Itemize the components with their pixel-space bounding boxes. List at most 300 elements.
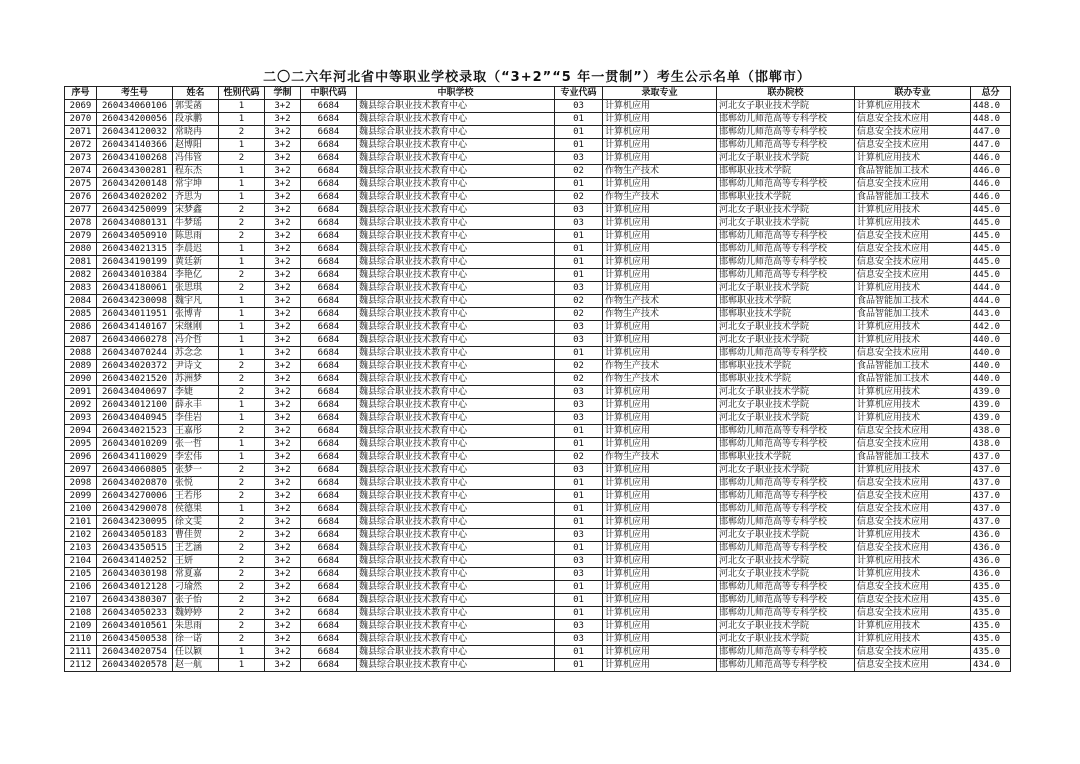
table-row xyxy=(65,204,1011,217)
col-total-score-cell: 445.0 xyxy=(971,269,1011,282)
col-major-code-cell: 01 xyxy=(555,113,603,126)
col-total-score-cell: 435.0 xyxy=(971,620,1011,633)
col-gender-code-cell: 1 xyxy=(219,399,265,412)
col-name-cell: 王若彤 xyxy=(173,490,219,503)
col-partner-major-cell: 信息安全技术应用 xyxy=(855,347,971,360)
col-major-cell: 计算机应用 xyxy=(603,334,717,347)
col-gender-code-cell: 2 xyxy=(219,373,265,386)
col-name-cell: 宋继刚 xyxy=(173,321,219,334)
col-partner-college-cell: 邯郸幼儿师范高等专科学校 xyxy=(717,659,855,672)
col-major-code-cell: 03 xyxy=(555,321,603,334)
col-major-code-cell: 02 xyxy=(555,373,603,386)
table-row xyxy=(65,412,1011,425)
col-exam-id-cell: 260434200056 xyxy=(97,113,173,126)
col-program-length-cell: 3+2 xyxy=(265,399,301,412)
col-partner-college-cell: 邯郸幼儿师范高等专科学校 xyxy=(717,178,855,191)
col-index-cell: 2071 xyxy=(65,126,97,139)
col-exam-id-cell: 260434230098 xyxy=(97,295,173,308)
col-program-length-cell: 3+2 xyxy=(265,542,301,555)
col-name-cell: 李晨迟 xyxy=(173,243,219,256)
col-exam-id-cell: 260434500538 xyxy=(97,633,173,646)
col-partner-major-cell: 计算机应用技术 xyxy=(855,217,971,230)
col-school-code-cell: 6684 xyxy=(301,243,357,256)
col-total-score-cell: 440.0 xyxy=(971,373,1011,386)
col-name-cell: 侯德果 xyxy=(173,503,219,516)
col-school-cell: 魏县综合职业技术教育中心 xyxy=(357,204,555,217)
col-major-cell: 作物生产技术 xyxy=(603,191,717,204)
col-major-code-cell: 02 xyxy=(555,308,603,321)
col-major-cell: 作物生产技术 xyxy=(603,451,717,464)
table-row xyxy=(65,113,1011,126)
col-school-cell: 魏县综合职业技术教育中心 xyxy=(357,620,555,633)
col-school-code-cell: 6684 xyxy=(301,139,357,152)
col-school-cell: 魏县综合职业技术教育中心 xyxy=(357,464,555,477)
col-total-score-cell: 437.0 xyxy=(971,477,1011,490)
col-name-cell: 张博青 xyxy=(173,308,219,321)
col-exam-id-header: 考生号 xyxy=(97,87,173,100)
col-major-cell: 计算机应用 xyxy=(603,646,717,659)
col-major-cell: 计算机应用 xyxy=(603,126,717,139)
col-school-cell: 魏县综合职业技术教育中心 xyxy=(357,139,555,152)
col-total-score-cell: 437.0 xyxy=(971,490,1011,503)
col-exam-id-cell: 260434010384 xyxy=(97,269,173,282)
col-index-cell: 2072 xyxy=(65,139,97,152)
col-index-cell: 2080 xyxy=(65,243,97,256)
col-name-cell: 魏婷婷 xyxy=(173,607,219,620)
col-partner-major-cell: 食品智能加工技术 xyxy=(855,451,971,464)
col-partner-college-cell: 河北女子职业技术学院 xyxy=(717,321,855,334)
col-index-cell: 2081 xyxy=(65,256,97,269)
table-row xyxy=(65,100,1011,113)
col-major-code-cell: 01 xyxy=(555,659,603,672)
col-partner-college-cell: 邯郸幼儿师范高等专科学校 xyxy=(717,126,855,139)
col-program-length-cell: 3+2 xyxy=(265,620,301,633)
col-exam-id-cell: 260434190199 xyxy=(97,256,173,269)
col-partner-college-cell: 邯郸幼儿师范高等专科学校 xyxy=(717,113,855,126)
col-name-cell: 张梦一 xyxy=(173,464,219,477)
col-gender-code-cell: 1 xyxy=(219,438,265,451)
col-program-length-cell: 3+2 xyxy=(265,477,301,490)
col-name-cell: 程东杰 xyxy=(173,165,219,178)
col-exam-id-cell: 260434120032 xyxy=(97,126,173,139)
col-program-length-cell: 3+2 xyxy=(265,568,301,581)
col-index-cell: 2076 xyxy=(65,191,97,204)
table-row xyxy=(65,542,1011,555)
col-partner-college-cell: 河北女子职业技术学院 xyxy=(717,204,855,217)
col-total-score-cell: 435.0 xyxy=(971,581,1011,594)
col-major-cell: 计算机应用 xyxy=(603,438,717,451)
col-name-cell: 张一哲 xyxy=(173,438,219,451)
col-name-cell: 段承鹏 xyxy=(173,113,219,126)
col-school-cell: 魏县综合职业技术教育中心 xyxy=(357,178,555,191)
col-partner-college-cell: 邯郸幼儿师范高等专科学校 xyxy=(717,516,855,529)
col-name-cell: 苏念念 xyxy=(173,347,219,360)
col-gender-code-header: 性别代码 xyxy=(219,87,265,100)
col-school-code-cell: 6684 xyxy=(301,282,357,295)
col-partner-college-header: 联办院校 xyxy=(717,87,855,100)
col-school-code-cell: 6684 xyxy=(301,477,357,490)
col-major-code-cell: 01 xyxy=(555,490,603,503)
col-name-cell: 冯介哲 xyxy=(173,334,219,347)
col-major-code-cell: 01 xyxy=(555,594,603,607)
col-partner-college-cell: 邯郸幼儿师范高等专科学校 xyxy=(717,477,855,490)
col-name-cell: 徐文雯 xyxy=(173,516,219,529)
col-total-score-cell: 445.0 xyxy=(971,230,1011,243)
col-major-code-cell: 01 xyxy=(555,256,603,269)
col-partner-college-cell: 邯郸幼儿师范高等专科学校 xyxy=(717,581,855,594)
table-row xyxy=(65,386,1011,399)
col-major-code-cell: 01 xyxy=(555,269,603,282)
col-partner-college-cell: 河北女子职业技术学院 xyxy=(717,334,855,347)
col-index-cell: 2110 xyxy=(65,633,97,646)
col-total-score-cell: 446.0 xyxy=(971,178,1011,191)
col-program-length-cell: 3+2 xyxy=(265,425,301,438)
col-exam-id-cell: 260434200148 xyxy=(97,178,173,191)
col-major-cell: 计算机应用 xyxy=(603,581,717,594)
col-gender-code-cell: 2 xyxy=(219,490,265,503)
col-gender-code-cell: 1 xyxy=(219,256,265,269)
col-program-length-cell: 3+2 xyxy=(265,464,301,477)
col-gender-code-cell: 1 xyxy=(219,178,265,191)
col-major-code-cell: 01 xyxy=(555,516,603,529)
col-partner-college-cell: 河北女子职业技术学院 xyxy=(717,529,855,542)
col-exam-id-cell: 260434020202 xyxy=(97,191,173,204)
col-name-cell: 尹诗文 xyxy=(173,360,219,373)
col-school-cell: 魏县综合职业技术教育中心 xyxy=(357,347,555,360)
col-partner-major-cell: 信息安全技术应用 xyxy=(855,230,971,243)
col-school-cell: 魏县综合职业技术教育中心 xyxy=(357,646,555,659)
col-partner-major-cell: 食品智能加工技术 xyxy=(855,165,971,178)
col-name-cell: 张悦 xyxy=(173,477,219,490)
col-exam-id-cell: 260434110029 xyxy=(97,451,173,464)
col-partner-college-cell: 河北女子职业技术学院 xyxy=(717,412,855,425)
col-major-cell: 作物生产技术 xyxy=(603,308,717,321)
table-row xyxy=(65,490,1011,503)
col-partner-major-cell: 信息安全技术应用 xyxy=(855,516,971,529)
col-school-code-cell: 6684 xyxy=(301,230,357,243)
col-program-length-cell: 3+2 xyxy=(265,438,301,451)
col-major-code-cell: 01 xyxy=(555,347,603,360)
col-index-cell: 2103 xyxy=(65,542,97,555)
col-gender-code-cell: 2 xyxy=(219,555,265,568)
col-school-code-header: 中职代码 xyxy=(301,87,357,100)
col-partner-college-cell: 邯郸职业技术学院 xyxy=(717,191,855,204)
col-total-score-cell: 445.0 xyxy=(971,243,1011,256)
col-index-cell: 2079 xyxy=(65,230,97,243)
col-partner-college-cell: 邯郸幼儿师范高等专科学校 xyxy=(717,230,855,243)
col-school-code-cell: 6684 xyxy=(301,529,357,542)
col-major-cell: 计算机应用 xyxy=(603,529,717,542)
col-gender-code-cell: 1 xyxy=(219,659,265,672)
col-name-cell: 魏宇凡 xyxy=(173,295,219,308)
col-index-cell: 2106 xyxy=(65,581,97,594)
col-name-cell: 黄廷新 xyxy=(173,256,219,269)
col-name-cell: 李婕 xyxy=(173,386,219,399)
col-exam-id-cell: 260434080131 xyxy=(97,217,173,230)
col-major-cell: 计算机应用 xyxy=(603,243,717,256)
col-partner-major-cell: 信息安全技术应用 xyxy=(855,477,971,490)
col-school-cell: 魏县综合职业技术教育中心 xyxy=(357,503,555,516)
col-gender-code-cell: 1 xyxy=(219,100,265,113)
col-gender-code-cell: 1 xyxy=(219,308,265,321)
col-gender-code-cell: 1 xyxy=(219,243,265,256)
table-row xyxy=(65,516,1011,529)
col-index-cell: 2108 xyxy=(65,607,97,620)
col-exam-id-cell: 260434250099 xyxy=(97,204,173,217)
col-partner-college-cell: 邯郸幼儿师范高等专科学校 xyxy=(717,607,855,620)
col-exam-id-cell: 260434290078 xyxy=(97,503,173,516)
col-school-cell: 魏县综合职业技术教育中心 xyxy=(357,555,555,568)
col-index-cell: 2104 xyxy=(65,555,97,568)
col-program-length-cell: 3+2 xyxy=(265,126,301,139)
col-gender-code-cell: 2 xyxy=(219,542,265,555)
col-name-cell: 张子怡 xyxy=(173,594,219,607)
table-row xyxy=(65,503,1011,516)
col-major-cell: 计算机应用 xyxy=(603,594,717,607)
col-partner-major-cell: 计算机应用技术 xyxy=(855,633,971,646)
col-major-cell: 计算机应用 xyxy=(603,347,717,360)
col-partner-college-cell: 邯郸职业技术学院 xyxy=(717,373,855,386)
col-gender-code-cell: 1 xyxy=(219,321,265,334)
col-total-score-cell: 442.0 xyxy=(971,321,1011,334)
col-name-cell: 齐思为 xyxy=(173,191,219,204)
col-major-code-cell: 01 xyxy=(555,477,603,490)
col-partner-college-cell: 邯郸幼儿师范高等专科学校 xyxy=(717,490,855,503)
col-index-cell: 2109 xyxy=(65,620,97,633)
col-major-code-cell: 01 xyxy=(555,126,603,139)
col-school-cell: 魏县综合职业技术教育中心 xyxy=(357,152,555,165)
table-row xyxy=(65,243,1011,256)
table-row xyxy=(65,451,1011,464)
table-row xyxy=(65,464,1011,477)
col-total-score-cell: 439.0 xyxy=(971,412,1011,425)
col-partner-major-cell: 计算机应用技术 xyxy=(855,204,971,217)
col-exam-id-cell: 260434060278 xyxy=(97,334,173,347)
col-school-cell: 魏县综合职业技术教育中心 xyxy=(357,425,555,438)
col-partner-college-cell: 河北女子职业技术学院 xyxy=(717,217,855,230)
col-school-cell: 魏县综合职业技术教育中心 xyxy=(357,529,555,542)
col-school-code-cell: 6684 xyxy=(301,360,357,373)
col-index-cell: 2105 xyxy=(65,568,97,581)
col-index-cell: 2083 xyxy=(65,282,97,295)
col-school-cell: 魏县综合职业技术教育中心 xyxy=(357,243,555,256)
table-row xyxy=(65,633,1011,646)
col-major-code-cell: 02 xyxy=(555,165,603,178)
col-program-length-cell: 3+2 xyxy=(265,334,301,347)
col-school-cell: 魏县综合职业技术教育中心 xyxy=(357,659,555,672)
col-major-code-cell: 02 xyxy=(555,191,603,204)
col-partner-major-cell: 食品智能加工技术 xyxy=(855,295,971,308)
col-total-score-cell: 439.0 xyxy=(971,399,1011,412)
col-program-length-cell: 3+2 xyxy=(265,659,301,672)
col-total-score-cell: 436.0 xyxy=(971,568,1011,581)
col-school-code-cell: 6684 xyxy=(301,204,357,217)
col-index-cell: 2097 xyxy=(65,464,97,477)
col-program-length-cell: 3+2 xyxy=(265,165,301,178)
col-partner-college-cell: 邯郸幼儿师范高等专科学校 xyxy=(717,256,855,269)
table-row xyxy=(65,191,1011,204)
table-row xyxy=(65,646,1011,659)
col-gender-code-cell: 2 xyxy=(219,217,265,230)
col-school-code-cell: 6684 xyxy=(301,542,357,555)
col-exam-id-cell: 260434140167 xyxy=(97,321,173,334)
col-index-cell: 2074 xyxy=(65,165,97,178)
table-row xyxy=(65,555,1011,568)
col-index-cell: 2094 xyxy=(65,425,97,438)
col-total-score-cell: 438.0 xyxy=(971,438,1011,451)
col-exam-id-cell: 260434140252 xyxy=(97,555,173,568)
col-school-code-cell: 6684 xyxy=(301,295,357,308)
col-school-code-cell: 6684 xyxy=(301,386,357,399)
col-total-score-cell: 447.0 xyxy=(971,139,1011,152)
col-gender-code-cell: 1 xyxy=(219,191,265,204)
col-index-cell: 2100 xyxy=(65,503,97,516)
col-partner-major-cell: 信息安全技术应用 xyxy=(855,243,971,256)
col-major-cell: 计算机应用 xyxy=(603,100,717,113)
col-partner-major-cell: 信息安全技术应用 xyxy=(855,594,971,607)
col-gender-code-cell: 2 xyxy=(219,607,265,620)
col-gender-code-cell: 2 xyxy=(219,620,265,633)
col-exam-id-cell: 260434030198 xyxy=(97,568,173,581)
col-name-cell: 刁瑜然 xyxy=(173,581,219,594)
col-school-code-cell: 6684 xyxy=(301,425,357,438)
col-total-score-cell: 445.0 xyxy=(971,256,1011,269)
col-major-code-cell: 01 xyxy=(555,607,603,620)
col-major-header: 录取专业 xyxy=(603,87,717,100)
col-school-cell: 魏县综合职业技术教育中心 xyxy=(357,269,555,282)
col-school-code-cell: 6684 xyxy=(301,217,357,230)
col-partner-major-cell: 信息安全技术应用 xyxy=(855,542,971,555)
col-major-cell: 计算机应用 xyxy=(603,139,717,152)
col-partner-major-cell: 计算机应用技术 xyxy=(855,529,971,542)
col-school-cell: 魏县综合职业技术教育中心 xyxy=(357,607,555,620)
col-major-code-cell: 03 xyxy=(555,386,603,399)
col-gender-code-cell: 1 xyxy=(219,646,265,659)
col-gender-code-cell: 1 xyxy=(219,139,265,152)
col-gender-code-cell: 2 xyxy=(219,230,265,243)
col-major-cell: 计算机应用 xyxy=(603,659,717,672)
col-total-score-cell: 437.0 xyxy=(971,451,1011,464)
col-total-score-cell: 446.0 xyxy=(971,165,1011,178)
col-gender-code-cell: 2 xyxy=(219,529,265,542)
col-name-cell: 陈思雨 xyxy=(173,230,219,243)
col-exam-id-cell: 260434040697 xyxy=(97,386,173,399)
col-school-code-cell: 6684 xyxy=(301,152,357,165)
col-partner-college-cell: 邯郸职业技术学院 xyxy=(717,308,855,321)
col-total-score-cell: 444.0 xyxy=(971,282,1011,295)
col-program-length-cell: 3+2 xyxy=(265,555,301,568)
col-partner-college-cell: 邯郸职业技术学院 xyxy=(717,451,855,464)
col-school-code-cell: 6684 xyxy=(301,126,357,139)
col-partner-college-cell: 河北女子职业技术学院 xyxy=(717,620,855,633)
col-exam-id-cell: 260434060106 xyxy=(97,100,173,113)
col-total-score-cell: 437.0 xyxy=(971,503,1011,516)
col-partner-major-cell: 信息安全技术应用 xyxy=(855,659,971,672)
col-major-cell: 计算机应用 xyxy=(603,633,717,646)
col-gender-code-cell: 1 xyxy=(219,451,265,464)
col-gender-code-cell: 2 xyxy=(219,204,265,217)
col-major-cell: 计算机应用 xyxy=(603,425,717,438)
col-school-cell: 魏县综合职业技术教育中心 xyxy=(357,451,555,464)
col-school-cell: 魏县综合职业技术教育中心 xyxy=(357,165,555,178)
col-partner-college-cell: 河北女子职业技术学院 xyxy=(717,568,855,581)
col-gender-code-cell: 2 xyxy=(219,516,265,529)
col-major-cell: 计算机应用 xyxy=(603,620,717,633)
col-name-cell: 任以颖 xyxy=(173,646,219,659)
col-school-code-cell: 6684 xyxy=(301,516,357,529)
col-partner-major-cell: 食品智能加工技术 xyxy=(855,308,971,321)
col-total-score-header: 总分 xyxy=(971,87,1011,100)
col-program-length-cell: 3+2 xyxy=(265,321,301,334)
col-total-score-cell: 438.0 xyxy=(971,425,1011,438)
col-index-cell: 2111 xyxy=(65,646,97,659)
col-exam-id-cell: 260434010561 xyxy=(97,620,173,633)
col-index-cell: 2069 xyxy=(65,100,97,113)
col-partner-major-cell: 计算机应用技术 xyxy=(855,568,971,581)
col-program-length-cell: 3+2 xyxy=(265,100,301,113)
col-gender-code-cell: 2 xyxy=(219,568,265,581)
col-gender-code-cell: 2 xyxy=(219,360,265,373)
col-program-length-cell: 3+2 xyxy=(265,152,301,165)
col-major-code-cell: 03 xyxy=(555,152,603,165)
col-index-cell: 2088 xyxy=(65,347,97,360)
col-major-code-cell: 02 xyxy=(555,295,603,308)
col-partner-major-cell: 信息安全技术应用 xyxy=(855,490,971,503)
col-program-length-cell: 3+2 xyxy=(265,633,301,646)
col-school-code-cell: 6684 xyxy=(301,581,357,594)
col-school-code-cell: 6684 xyxy=(301,269,357,282)
col-program-length-cell: 3+2 xyxy=(265,412,301,425)
col-major-code-cell: 01 xyxy=(555,243,603,256)
col-total-score-cell: 436.0 xyxy=(971,555,1011,568)
col-partner-college-cell: 河北女子职业技术学院 xyxy=(717,464,855,477)
col-index-cell: 2073 xyxy=(65,152,97,165)
col-partner-major-cell: 计算机应用技术 xyxy=(855,386,971,399)
col-name-cell: 李艳亿 xyxy=(173,269,219,282)
col-major-cell: 作物生产技术 xyxy=(603,360,717,373)
table-row xyxy=(65,438,1011,451)
col-major-code-cell: 01 xyxy=(555,438,603,451)
col-school-cell: 魏县综合职业技术教育中心 xyxy=(357,126,555,139)
col-school-code-cell: 6684 xyxy=(301,620,357,633)
col-partner-major-cell: 计算机应用技术 xyxy=(855,620,971,633)
col-program-length-cell: 3+2 xyxy=(265,503,301,516)
col-partner-college-cell: 河北女子职业技术学院 xyxy=(717,399,855,412)
col-school-code-cell: 6684 xyxy=(301,347,357,360)
col-exam-id-cell: 260434020578 xyxy=(97,659,173,672)
col-program-length-cell: 3+2 xyxy=(265,373,301,386)
col-school-code-cell: 6684 xyxy=(301,113,357,126)
col-index-cell: 2089 xyxy=(65,360,97,373)
col-partner-college-cell: 河北女子职业技术学院 xyxy=(717,386,855,399)
col-total-score-cell: 444.0 xyxy=(971,295,1011,308)
col-index-cell: 2082 xyxy=(65,269,97,282)
col-exam-id-cell: 260434020754 xyxy=(97,646,173,659)
col-total-score-cell: 445.0 xyxy=(971,217,1011,230)
col-exam-id-cell: 260434020870 xyxy=(97,477,173,490)
table-row xyxy=(65,217,1011,230)
document-title: 二〇二六年河北省中等职业学校录取（“3+2”“5 年一贯制”）考生公示名单（邯郸市） xyxy=(263,70,811,85)
col-exam-id-cell: 260434100268 xyxy=(97,152,173,165)
col-exam-id-cell: 260434012128 xyxy=(97,581,173,594)
col-name-cell: 苏洲梦 xyxy=(173,373,219,386)
col-index-cell: 2092 xyxy=(65,399,97,412)
col-school-code-cell: 6684 xyxy=(301,568,357,581)
table-row xyxy=(65,269,1011,282)
col-program-length-cell: 3+2 xyxy=(265,347,301,360)
col-index-cell: 2077 xyxy=(65,204,97,217)
col-school-cell: 魏县综合职业技术教育中心 xyxy=(357,373,555,386)
